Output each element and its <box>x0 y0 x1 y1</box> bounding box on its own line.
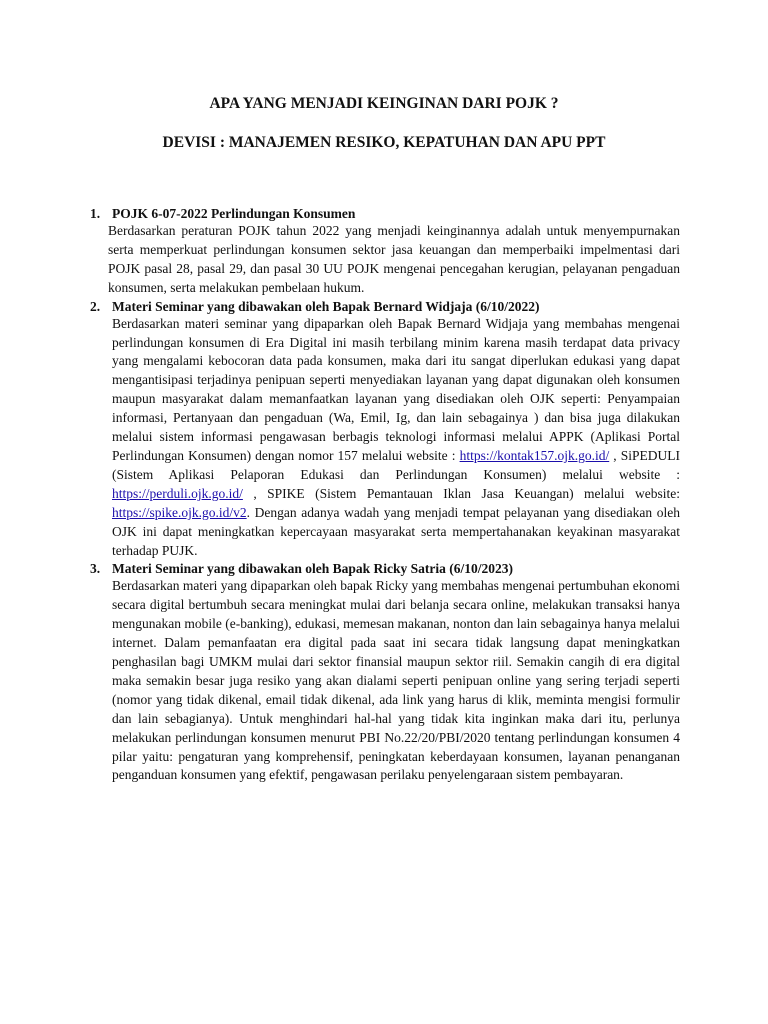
document-title: APA YANG MENJADI KEINGINAN DARI POJK ? <box>209 95 559 112</box>
perduli-link[interactable]: https://perduli.ojk.go.id/ <box>112 485 243 501</box>
item-body: Berdasarkan materi yang dipaparkan oleh bapak Ricky yang membahas mengenai pertumbuhan ekonomi secara digital bertumbuh secara meningkat mulai dari belanja secara online, melakukan transaksi hanya mengunakan mobile (e-banking), edukasi, memesan makanan, nonton dan lain sebagainya hanya melalui internet. Dalam pemanfaatan era digital pada saat ini secara tidak langsung dapat meningkatkan penghasilan bagi UMKM mulai dari sektor finansial maupun sektor riil. Semakin cangih di era digital maka semakin besar juga resiko yang akan dialami seperti penipuan online yang sering terjadi seperti (nomor yang tidak dikenal, email tidak dikenal, ada link yang harus di klik, meminta mengisi formulir dan lain sebagianya). Untuk menghindari hal-hal yang tidak kita inginkan maka dari itu, perlunya melakukan perlindungan konsumen menurut PBI No.22/20/PBI/2020 tentang perlindungan konsumen 4 pilar yaitu: pengaturan yang komprehensif, peningkatan keberdayaan konsumen, layanan penanganan penganduan konsumen yang efektif, pengawasan perilaku penyelengaraan sistem pembayaran. <box>112 578 680 783</box>
item-number: 3. <box>90 561 101 577</box>
body-text: Berdasarkan materi seminar yang dipaparkan oleh Bapak Bernard Widjaja yang membahas mengenai perlindungan konsumen di Era Digital ini masih terbilang minim karena masih terdapat data privacy yang mengalami kebocoran data pada konsumen, maka dari itu sangat diperlukan edukasi yang dapat mengantisipasi terjadinya penipuan seperti menyediakan layanan yang dapat digunakan oleh konsumen maupun masyarakat dalam memanfaatkan layanan yang disediakan oleh OJK seperti: Penyampaian informasi, Pertanyaan dan pengaduan (Wa, Emil, Ig, dan lain sebagainya ) dan bisa juga dilakukan melalui sistem informasi pengawasan berbagis teknologi informasi melalui APPK (Aplikasi Portal Perlindungan Konsumen) dengan nomor 157 melalui website : <box>112 315 680 463</box>
spike-link[interactable]: https://spike.ojk.go.id/v2 <box>112 504 247 520</box>
kontak157-link[interactable]: https://kontak157.ojk.go.id/ <box>459 447 610 463</box>
body-text: , SPIKE (Sistem Pemantauan Iklan Jasa Keuangan) melalui website: <box>253 485 680 501</box>
list-item <box>90 298 680 561</box>
list-item <box>90 560 680 785</box>
item-number: 1. <box>90 206 101 221</box>
item-number: 2. <box>90 298 101 314</box>
item-body <box>112 315 680 561</box>
item-heading: Materi Seminar yang dibawakan oleh Bapak Ricky Satria (6/10/2023) <box>112 561 514 577</box>
document-subtitle: DEVISI : MANAJEMEN RESIKO, KEPATUHAN DAN APU PPT <box>162 134 606 151</box>
body-text: . Dengan adanya wadah yang menjadi tempat pelayanan yang disediakan oleh OJK ini dapat meningkatkan kepercayaan masyarakat serta mempertahanakan keyakinan masyarakat terhadap PUJK. <box>112 504 680 558</box>
body-text: , SiPEDULI (Sistem Aplikasi Pelaporan Edukasi dan Perlindungan Konsumen) melalui website : <box>112 447 680 482</box>
item-body: Berdasarkan peraturan POJK tahun 2022 yang menjadi keinginannya adalah untuk menyempurnakan serta memperkuat perlindungan konsumen sektor jasa keuangan dan memperbaiki impelmentasi dari POJK pasal 28, pasal 29, dan pasal 30 UU POJK mengenai pencegahan kerugian, pelayanan pengaduan konsumen, serta melakukan pembelaan hukum. <box>108 223 680 295</box>
list-item <box>90 205 680 298</box>
item-heading: POJK 6-07-2022 Perlindungan Konsumen <box>112 206 356 221</box>
numbered-list <box>90 205 680 785</box>
item-heading: Materi Seminar yang dibawakan oleh Bapak Bernard Widjaja (6/10/2022) <box>112 298 540 314</box>
